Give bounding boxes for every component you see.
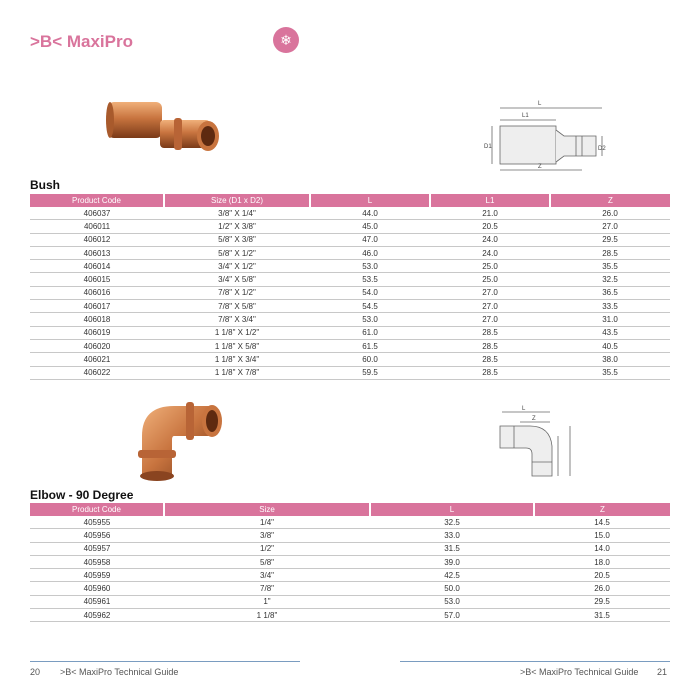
table-cell: 26.0 bbox=[534, 582, 670, 595]
table-cell: 20.5 bbox=[534, 569, 670, 582]
column-header: Z bbox=[550, 194, 670, 207]
table-row bbox=[30, 313, 670, 326]
table-cell: 1/2" bbox=[164, 542, 370, 555]
elbow-product-photo bbox=[116, 392, 226, 482]
table-cell: 5/8" X 3/8" bbox=[164, 233, 310, 246]
table-cell: 3/4" bbox=[164, 569, 370, 582]
table-cell: 405959 bbox=[30, 569, 164, 582]
table-cell: 53.0 bbox=[310, 313, 430, 326]
table-cell: 7/8" X 1/2" bbox=[164, 286, 310, 299]
table-cell: 1 1/8" bbox=[164, 609, 370, 622]
table-row bbox=[30, 542, 670, 555]
table-cell: 43.5 bbox=[550, 326, 670, 339]
table-cell: 33.0 bbox=[370, 529, 534, 542]
table-cell: 28.5 bbox=[430, 366, 550, 379]
elbow-dimension-diagram bbox=[490, 404, 580, 484]
table-cell: 21.0 bbox=[430, 207, 550, 220]
table-row bbox=[30, 260, 670, 273]
table-cell: 53.0 bbox=[310, 260, 430, 273]
table-cell: 1/2" X 3/8" bbox=[164, 220, 310, 233]
table-cell: 53.5 bbox=[310, 273, 430, 286]
table-cell: 406013 bbox=[30, 246, 164, 259]
table-row bbox=[30, 326, 670, 339]
table-cell: 25.0 bbox=[430, 273, 550, 286]
table-cell: 54.0 bbox=[310, 286, 430, 299]
table-row bbox=[30, 220, 670, 233]
table-cell: 31.0 bbox=[550, 313, 670, 326]
table-cell: 46.0 bbox=[310, 246, 430, 259]
table-row bbox=[30, 569, 670, 582]
table-cell: 406015 bbox=[30, 273, 164, 286]
table-cell: 24.0 bbox=[430, 246, 550, 259]
table-cell: 1/4" bbox=[164, 516, 370, 529]
table-row bbox=[30, 353, 670, 366]
table-row bbox=[30, 366, 670, 379]
table-cell: 42.5 bbox=[370, 569, 534, 582]
table-cell: 1 1/8" X 1/2" bbox=[164, 326, 310, 339]
table-cell: 61.5 bbox=[310, 339, 430, 352]
table-cell: 54.5 bbox=[310, 300, 430, 313]
table-cell: 1 1/8" X 5/8" bbox=[164, 339, 310, 352]
table-cell: 32.5 bbox=[370, 516, 534, 529]
bush-table bbox=[30, 194, 670, 380]
table-cell: 57.0 bbox=[370, 609, 534, 622]
table-row bbox=[30, 555, 670, 568]
table-cell: 29.5 bbox=[534, 595, 670, 608]
table-cell: 1 1/8" X 3/4" bbox=[164, 353, 310, 366]
table-cell: 406019 bbox=[30, 326, 164, 339]
table-cell: 24.0 bbox=[430, 233, 550, 246]
table-cell: 406021 bbox=[30, 353, 164, 366]
table-cell: 27.0 bbox=[430, 313, 550, 326]
table-cell: 40.5 bbox=[550, 339, 670, 352]
column-header: L1 bbox=[430, 194, 550, 207]
column-header: Size bbox=[164, 503, 370, 516]
column-header: L bbox=[310, 194, 430, 207]
table-cell: 406018 bbox=[30, 313, 164, 326]
snowflake-icon: ❄ bbox=[273, 27, 299, 53]
table-cell: 405955 bbox=[30, 516, 164, 529]
table-cell: 406022 bbox=[30, 366, 164, 379]
table-cell: 405962 bbox=[30, 609, 164, 622]
diagram-label-l1: L1 bbox=[522, 113, 529, 119]
table-cell: 27.0 bbox=[430, 286, 550, 299]
table-cell: 406014 bbox=[30, 260, 164, 273]
footer-rule-right bbox=[400, 661, 670, 662]
table-row bbox=[30, 595, 670, 608]
page-number-right: 21 bbox=[657, 667, 668, 677]
table-cell: 26.0 bbox=[550, 207, 670, 220]
table-cell: 406017 bbox=[30, 300, 164, 313]
table-cell: 20.5 bbox=[430, 220, 550, 233]
table-cell: 36.5 bbox=[550, 286, 670, 299]
brand-title: >B< MaxiPro bbox=[30, 32, 133, 51]
table-row bbox=[30, 246, 670, 259]
table-cell: 14.5 bbox=[534, 516, 670, 529]
table-cell: 3/8" X 1/4" bbox=[164, 207, 310, 220]
table-row bbox=[30, 273, 670, 286]
diagram-label-z: Z bbox=[532, 416, 536, 422]
table-cell: 1" bbox=[164, 595, 370, 608]
page-number-left: 20 bbox=[30, 667, 41, 677]
table-cell: 1 1/8" X 7/8" bbox=[164, 366, 310, 379]
table-row bbox=[30, 582, 670, 595]
table-cell: 405957 bbox=[30, 542, 164, 555]
column-header: Product Code bbox=[30, 503, 164, 516]
table-cell: 5/8" X 1/2" bbox=[164, 246, 310, 259]
footer-rule-left bbox=[30, 661, 300, 662]
table-row bbox=[30, 516, 670, 529]
table-cell: 405960 bbox=[30, 582, 164, 595]
table-cell: 7/8" X 3/4" bbox=[164, 313, 310, 326]
column-header: Size (D1 x D2) bbox=[164, 194, 310, 207]
table-cell: 47.0 bbox=[310, 233, 430, 246]
table-cell: 61.0 bbox=[310, 326, 430, 339]
elbow-table bbox=[30, 503, 670, 622]
table-row bbox=[30, 233, 670, 246]
table-row bbox=[30, 339, 670, 352]
table-cell: 35.5 bbox=[550, 260, 670, 273]
table-cell: 35.5 bbox=[550, 366, 670, 379]
table-cell: 60.0 bbox=[310, 353, 430, 366]
table-cell: 28.5 bbox=[430, 339, 550, 352]
elbow-title: Elbow - 90 Degree bbox=[30, 488, 134, 502]
bush-dimension-diagram bbox=[478, 96, 608, 176]
diagram-label-l: L bbox=[522, 406, 526, 412]
table-cell: 32.5 bbox=[550, 273, 670, 286]
footer-text-left: >B< MaxiPro Technical Guide bbox=[60, 667, 179, 677]
table-cell: 33.5 bbox=[550, 300, 670, 313]
table-cell: 38.0 bbox=[550, 353, 670, 366]
table-cell: 53.0 bbox=[370, 595, 534, 608]
diagram-label-z: Z bbox=[538, 164, 542, 170]
table-cell: 7/8" X 5/8" bbox=[164, 300, 310, 313]
table-cell: 406011 bbox=[30, 220, 164, 233]
table-cell: 31.5 bbox=[370, 542, 534, 555]
table-cell: 28.5 bbox=[430, 326, 550, 339]
table-cell: 3/4" X 5/8" bbox=[164, 273, 310, 286]
table-cell: 406020 bbox=[30, 339, 164, 352]
table-row bbox=[30, 609, 670, 622]
table-cell: 29.5 bbox=[550, 233, 670, 246]
table-cell: 14.0 bbox=[534, 542, 670, 555]
table-cell: 25.0 bbox=[430, 260, 550, 273]
diagram-label-d1: D1 bbox=[484, 144, 492, 150]
table-cell: 27.0 bbox=[550, 220, 670, 233]
table-row bbox=[30, 286, 670, 299]
bush-product-photo bbox=[104, 96, 224, 168]
table-cell: 406012 bbox=[30, 233, 164, 246]
table-cell: 405958 bbox=[30, 555, 164, 568]
table-cell: 31.5 bbox=[534, 609, 670, 622]
table-cell: 44.0 bbox=[310, 207, 430, 220]
table-cell: 50.0 bbox=[370, 582, 534, 595]
table-cell: 27.0 bbox=[430, 300, 550, 313]
table-row bbox=[30, 207, 670, 220]
table-row bbox=[30, 529, 670, 542]
table-cell: 59.5 bbox=[310, 366, 430, 379]
table-cell: 45.0 bbox=[310, 220, 430, 233]
table-cell: 3/8" bbox=[164, 529, 370, 542]
column-header: L bbox=[370, 503, 534, 516]
bush-title: Bush bbox=[30, 178, 60, 192]
table-cell: 18.0 bbox=[534, 555, 670, 568]
table-cell: 5/8" bbox=[164, 555, 370, 568]
table-cell: 15.0 bbox=[534, 529, 670, 542]
table-cell: 39.0 bbox=[370, 555, 534, 568]
table-cell: 406037 bbox=[30, 207, 164, 220]
diagram-label-d2: D2 bbox=[598, 146, 606, 152]
table-cell: 405961 bbox=[30, 595, 164, 608]
table-cell: 28.5 bbox=[550, 246, 670, 259]
table-cell: 28.5 bbox=[430, 353, 550, 366]
table-cell: 406016 bbox=[30, 286, 164, 299]
table-cell: 3/4" X 1/2" bbox=[164, 260, 310, 273]
column-header: Product Code bbox=[30, 194, 164, 207]
diagram-label-l: L bbox=[538, 101, 542, 107]
table-row bbox=[30, 300, 670, 313]
table-cell: 405956 bbox=[30, 529, 164, 542]
table-cell: 7/8" bbox=[164, 582, 370, 595]
column-header: Z bbox=[534, 503, 670, 516]
footer-text-right: >B< MaxiPro Technical Guide bbox=[520, 667, 639, 677]
